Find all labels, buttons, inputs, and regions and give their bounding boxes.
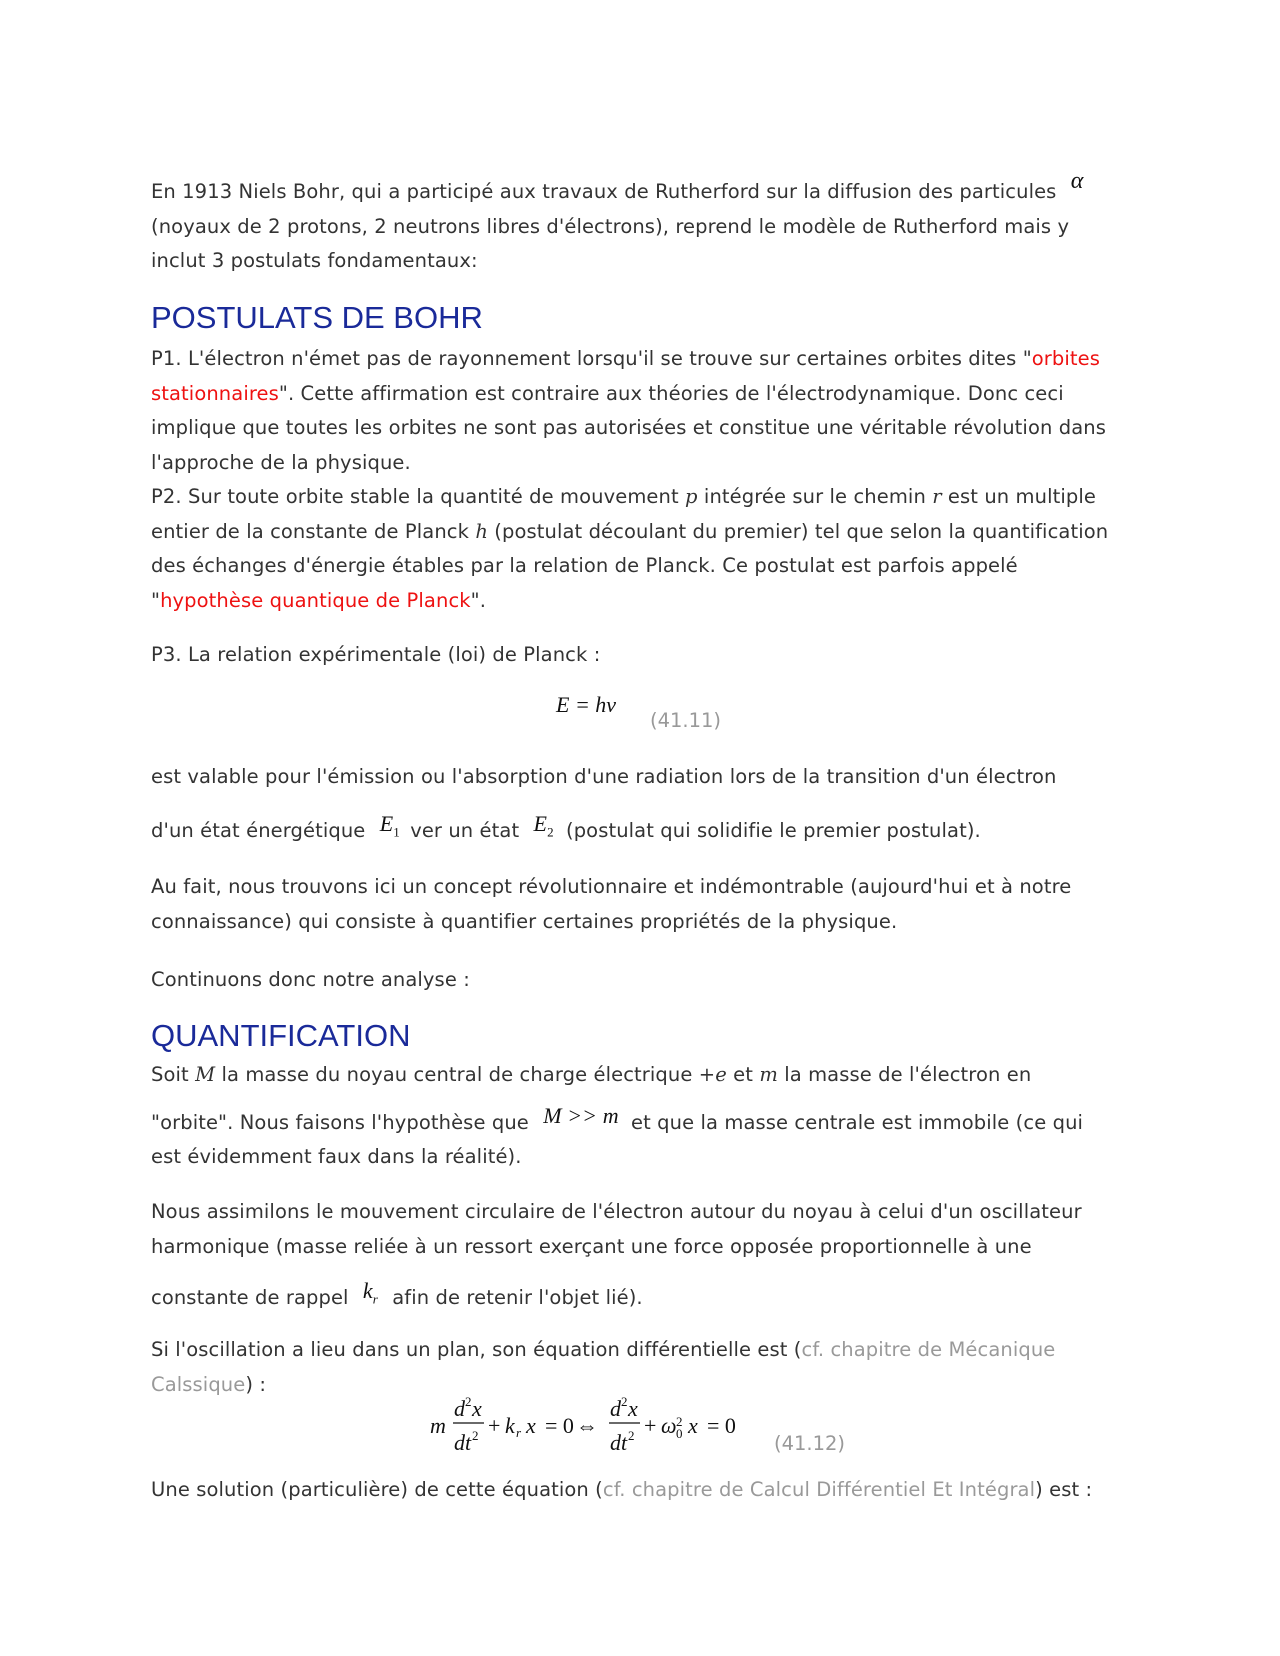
symbol-e1-sub: 1 — [393, 823, 400, 839]
equation-number-41-12: (41.12) — [774, 1432, 846, 1455]
svg-text:= 0: = 0 — [707, 1413, 736, 1438]
p7-text-f: et que la masse centrale est immobile (ce qui — [631, 1110, 1084, 1134]
symbol-k-letter: k — [362, 1278, 373, 1303]
symbol-e2 — [534, 807, 554, 850]
svg-text:⇔: ⇔ — [576, 1413, 598, 1438]
svg-text:2: 2 — [472, 1428, 479, 1443]
svg-text:2: 2 — [621, 1394, 628, 1409]
p2-text-a: P2. Sur toute orbite stable la quantité de mouvement — [151, 485, 686, 508]
p8-text-b: constante de rappel — [151, 1286, 349, 1309]
intro-line-1: En 1913 Niels Bohr, qui a participé aux travaux de Rutherford sur la diffusion des particules — [151, 180, 1057, 203]
svg-text:k: k — [505, 1413, 515, 1438]
p7-text-c: et — [726, 1063, 760, 1086]
svg-text:d: d — [610, 1396, 621, 1421]
symbol-r: r — [932, 485, 942, 508]
mecanique-classique-link[interactable]: cf. chapitre de Mécanique Calssique — [151, 1338, 1056, 1396]
intro-line-3: inclut 3 postulats fondamentaux: — [151, 249, 478, 272]
p7-text-e: "orbite". Nous faisons l'hypothèse que — [151, 1110, 529, 1134]
svg-text:m: m — [430, 1413, 446, 1438]
paragraph-masse — [151, 1058, 1131, 1175]
svg-text:r: r — [516, 1425, 522, 1440]
svg-text:x: x — [628, 1396, 638, 1421]
postulate-p3: P3. La relation expérimentale (loi) de Planck : — [151, 643, 601, 666]
inequality-M-m: M >> m — [543, 1102, 619, 1128]
symbol-m: m — [759, 1063, 778, 1086]
svg-text:2: 2 — [465, 1394, 472, 1409]
symbol-p: p — [685, 485, 698, 508]
equation-oscillator — [428, 1392, 758, 1458]
p8-text-a: Nous assimilons le mouvement circulaire de l'électron autour du noyau à celui d'un oscillateur harmonique (masse reliée à un ressort exerçant une force opposée proportionnelle à une — [151, 1200, 1082, 1258]
p4-text-b: d'un état énergétique — [151, 818, 366, 842]
svg-text:x: x — [472, 1396, 482, 1421]
p2-text-b: intégrée sur le chemin — [697, 485, 933, 508]
p7-text-b: la masse du noyau central de charge électrique — [215, 1063, 699, 1086]
p9-text-a: Si l'oscillation a lieu dans un plan, son équation différentielle est ( — [151, 1338, 802, 1361]
symbol-plus-e: +e — [698, 1063, 727, 1086]
p1-text-a: P1. L'électron n'émet pas de rayonnement lorsqu'il se trouve sur certaines orbites dites " — [151, 347, 1032, 370]
symbol-h: h — [475, 519, 488, 543]
p8-text-c: afin de retenir l'objet lié). — [392, 1286, 643, 1309]
svg-text:+: + — [644, 1413, 657, 1438]
svg-text:x: x — [526, 1413, 536, 1438]
paragraph-continuons: Continuons donc notre analyse : — [151, 968, 470, 991]
p2-text-e: ". — [470, 588, 487, 612]
p7-text-a: Soit — [151, 1063, 196, 1086]
svg-text:dt: dt — [610, 1430, 628, 1455]
symbol-k-sub: r — [372, 1291, 378, 1307]
svg-text:+: + — [488, 1413, 501, 1438]
p4-text-c: ver un état — [410, 818, 520, 842]
p9-text-b: ) : — [245, 1372, 267, 1396]
hypothese-quantique-link[interactable]: hypothèse quantique de Planck — [160, 588, 471, 612]
paragraph-solution — [151, 1473, 1131, 1508]
symbol-e2-sub: 2 — [547, 823, 554, 839]
symbol-k-r — [363, 1274, 378, 1317]
symbol-e1 — [380, 807, 400, 850]
postulate-p1 — [151, 342, 1131, 480]
paragraph-transition — [151, 760, 1131, 849]
calcul-differentiel-link[interactable]: cf. chapitre de Calcul Différentiel Et Intégral — [602, 1478, 1036, 1501]
p4-text-d: (postulat qui solidifie le premier postulat). — [565, 818, 981, 842]
p10-text-a: Une solution (particulière) de cette équation ( — [151, 1478, 603, 1501]
symbol-e2-letter: E — [533, 810, 548, 836]
heading-quantification: QUANTIFICATION — [151, 1018, 411, 1053]
equation-number-41-11: (41.11) — [650, 709, 722, 732]
p2-text-c: est un multiple entier de la constante de Planck — [151, 485, 1096, 543]
p2-text-d: (postulat découlant du premier) tel que selon la quantification des échanges d'énergie étables par la relation de Planck. Ce postulat est parfois appelé " — [151, 519, 1109, 612]
svg-text:2: 2 — [628, 1428, 635, 1443]
svg-text:ω: ω — [661, 1413, 677, 1438]
p10-text-b: ) est : — [1035, 1478, 1093, 1501]
equation-planck: E = hν — [556, 692, 617, 717]
p7-text-d: la masse de l'électron en — [777, 1063, 1032, 1086]
svg-text:x: x — [688, 1413, 698, 1438]
paragraph-concept: Au fait, nous trouvons ici un concept révolutionnaire et indémontrable (aujourd'hui et à notre connaissance) qui consiste à quantifier certaines propriétés de la physique. — [151, 875, 1072, 933]
svg-text:2: 2 — [676, 1414, 683, 1429]
svg-text:0: 0 — [676, 1426, 683, 1441]
symbol-e1-letter: E — [379, 810, 394, 836]
heading-postulats: POSTULATS DE BOHR — [151, 300, 483, 335]
alpha-symbol: α — [1070, 168, 1084, 194]
svg-text:= 0: = 0 — [545, 1413, 574, 1438]
p4-line-1: est valable pour l'émission ou l'absorption d'une radiation lors de la transition d'un électron — [151, 765, 1057, 788]
p1-text-b: ". Cette affirmation est contraire aux théories de l'électrodynamique. Donc ceci implique que toutes les orbites ne sont pas autorisées et constitue une véritable révolution dans l'approche de la physique. — [151, 381, 1106, 474]
symbol-M: M — [195, 1063, 216, 1086]
postulate-p2 — [151, 480, 1131, 618]
intro-line-2: (noyaux de 2 protons, 2 neutrons libres d'électrons), reprend le modèle de Rutherford mais y — [151, 214, 1070, 238]
p7-text-g: est évidemment faux dans la réalité). — [151, 1145, 522, 1168]
svg-text:d: d — [454, 1396, 465, 1421]
orbites-stationnaires-link[interactable]: orbites stationnaires — [151, 347, 1101, 405]
paragraph-oscillateur — [151, 1195, 1131, 1317]
svg-text:dt: dt — [454, 1430, 472, 1455]
intro-paragraph — [151, 168, 1131, 279]
